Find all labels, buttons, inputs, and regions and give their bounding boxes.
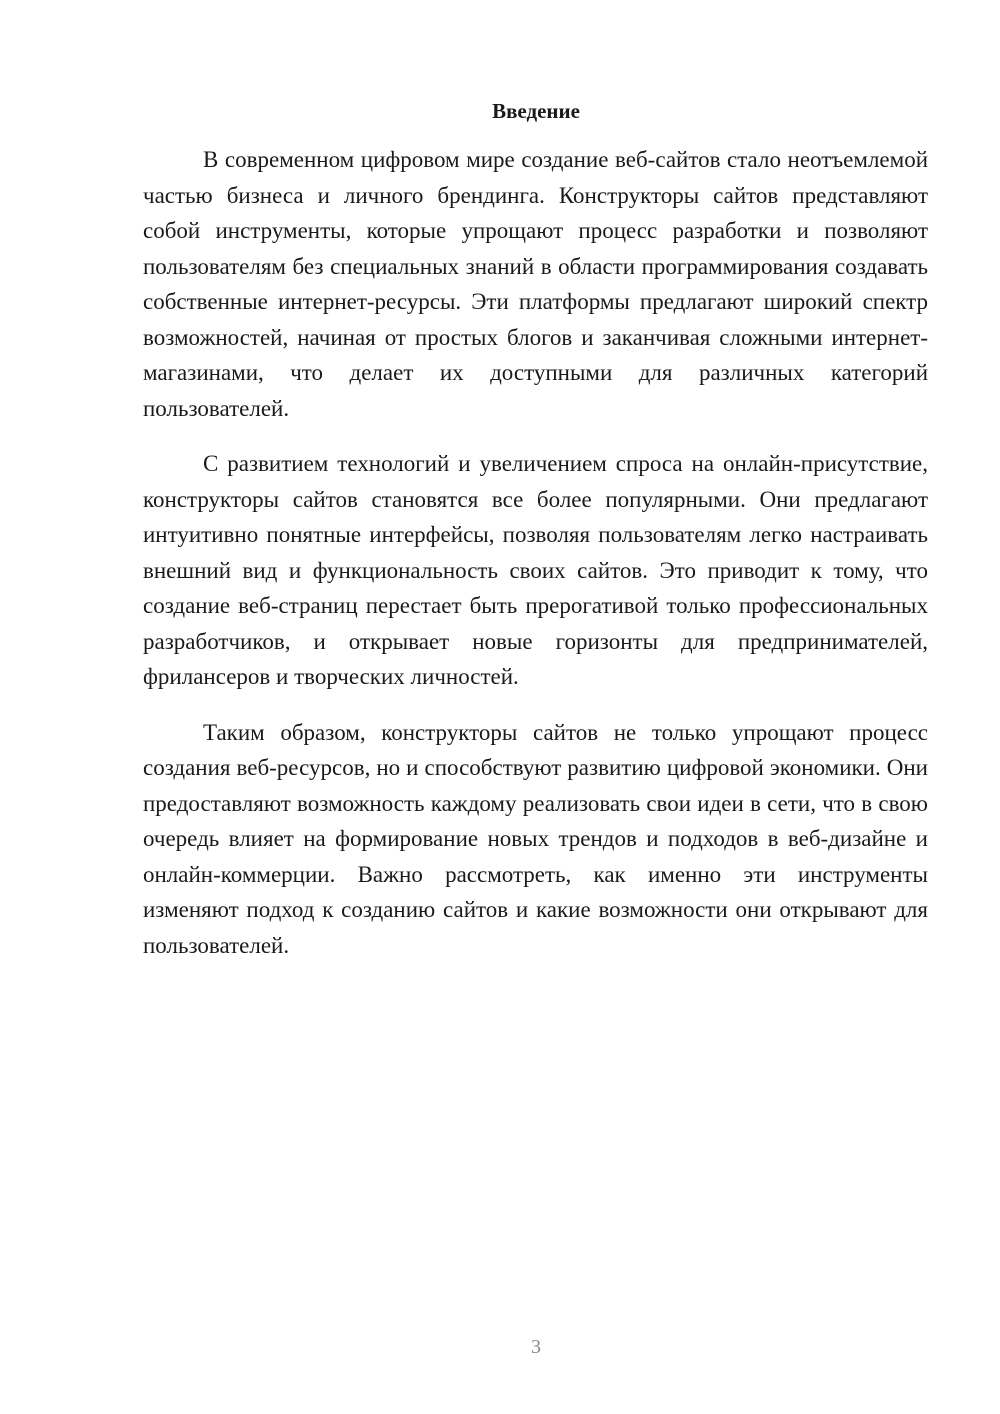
paragraph-2: С развитием технологий и увеличением спроса на онлайн-присутствие, конструкторы сайтов становятся все более популярными. Они предлагают интуитивно понятные интерфейсы, позволяя пользователям легко настраивать внешний вид и функциональность своих сайтов. Это приводит к тому, что создание веб-страниц перестает быть прерогативой только профессиональных разработчиков, и открывает новые горизонты для предпринимателей, фрилансеров и творческих личностей.: [143, 451, 928, 689]
paragraph-1: В современном цифровом мире создание веб-сайтов стало неотъемлемой частью бизнеса и личного брендинга. Конструкторы сайтов представляют собой инструменты, которые упрощают процесс разработки и позволяют пользователям без специальных знаний в области программирования создавать собственные интернет-ресурсы. Эти платформы предлагают широкий спектр возможностей, начиная от простых блогов и заканчивая сложными интернет-магазинами, что делает их доступными для различных категорий пользователей.: [143, 147, 928, 421]
section-title: Введение: [492, 99, 580, 123]
page-number: 3: [531, 1336, 541, 1358]
document-body: [143, 142, 928, 983]
paragraph-3: Таким образом, конструкторы сайтов не только упрощают процесс создания веб-ресурсов, но и способствуют развитию цифровой экономики. Они предоставляют возможность каждому реализовать свои идеи в сети, что в свою очередь влияет на формирование новых трендов и подходов в веб-дизайне и онлайн-коммерции. Важно рассмотреть, как именно эти инструменты изменяют подход к созданию сайтов и какие возможности они открывают для пользователей.: [143, 719, 928, 958]
